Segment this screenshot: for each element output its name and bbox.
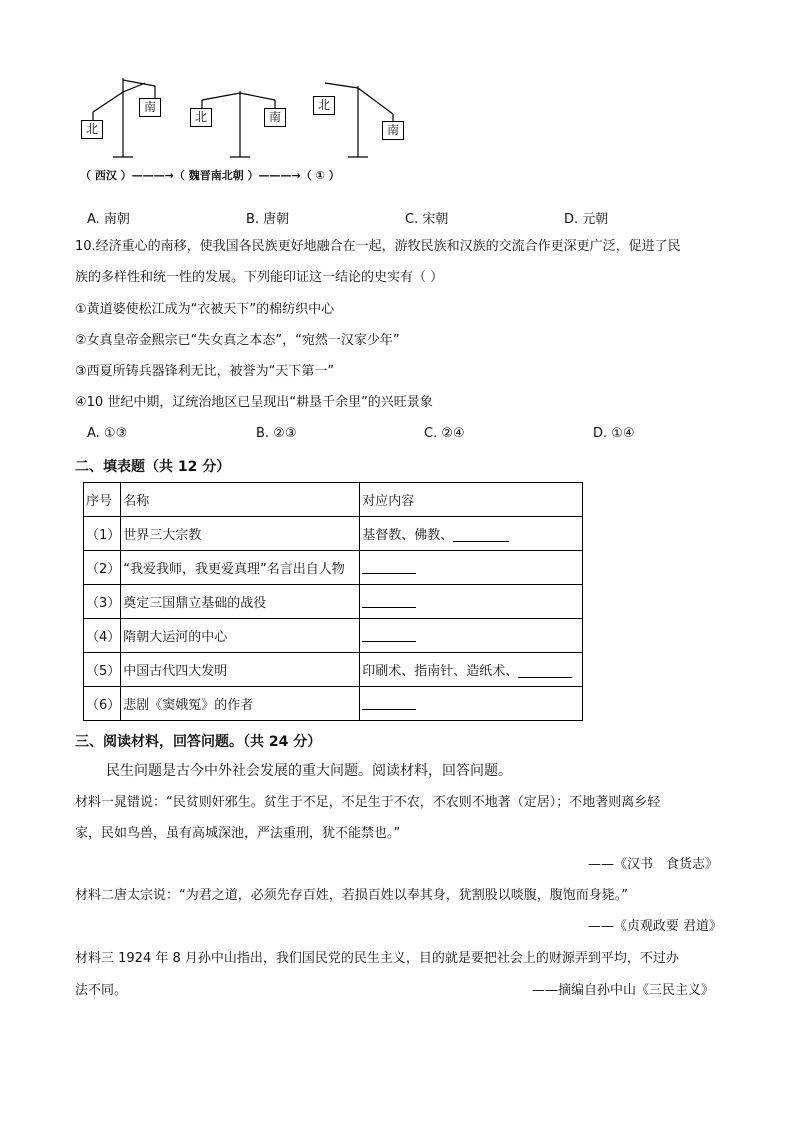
row-name: “我爱我师，我更爱真理”名言出自人物: [121, 551, 360, 585]
row-no: （6）: [84, 687, 121, 721]
row-content: 印刷术、指南针、造纸术、: [360, 653, 583, 687]
q10-option-b: B. ②③: [256, 426, 297, 441]
material3-source: ——摘编自孙中山《三民主义》: [531, 983, 714, 998]
material2-line1: 材料二唐太宗说：“为君之道，必须先存百姓，若损百姓以奉其身，犹割股以啖腹，腹饱而身毙。”: [75, 888, 628, 903]
table-row: [84, 517, 583, 551]
row-content: [360, 619, 583, 653]
section3-heading: 三、阅读材料，回答问题。（共 24 分）: [75, 734, 322, 750]
row-content: [360, 687, 583, 721]
q10-item-1: ①黄道婆使松江成为“衣被天下”的棉纺织中心: [75, 302, 335, 317]
table-row: [84, 653, 583, 687]
q9-option-c: C. 宋朝: [405, 212, 449, 227]
q10-item-4: ④10 世纪中期，辽统治地区已呈现出“耕垦千余里”的兴旺景象: [75, 395, 433, 410]
diagram-caption: （ 西汉 ）———→（ 魏晋南北朝 ）———→（ ① ）: [80, 169, 340, 182]
material1-source: ——《汉书 食货志》: [587, 857, 718, 872]
answer-blank[interactable]: [453, 541, 509, 542]
answer-blank[interactable]: [362, 573, 416, 574]
material2-source: ——《贞观政要 君道》: [587, 919, 722, 934]
row-no: （4）: [84, 619, 121, 653]
header-name: 名称: [121, 483, 360, 517]
header-content: 对应内容: [360, 483, 583, 517]
answer-blank[interactable]: [518, 677, 572, 678]
stage3-south-box: 南: [382, 121, 404, 140]
stage1-south-box: 南: [139, 98, 161, 117]
row-content: [360, 551, 583, 585]
fill-table: [83, 482, 583, 721]
q10-item-3: ③西夏所铸兵器锋利无比，被誉为“天下第一”: [75, 364, 335, 379]
answer-blank[interactable]: [362, 607, 416, 608]
diagram-lines: [75, 78, 415, 162]
q10-option-c: C. ②④: [424, 426, 465, 441]
stage3-north-box: 北: [313, 96, 335, 115]
q10-stem-line2: 族的多样性和统一性的发展。下列能印证这一结论的史实有（ ）: [75, 270, 444, 285]
row-no: （1）: [84, 517, 121, 551]
q10-stem-line1: 10.经济重心的南移，使我国各民族更好地融合在一起，游牧民族和汉族的交流合作更深更广泛，促进了民: [75, 239, 681, 254]
q9-option-d: D. 元朝: [564, 212, 609, 227]
q10-option-a: A. ①③: [87, 426, 128, 441]
row-no: （3）: [84, 585, 121, 619]
stage2-north-box: 北: [190, 108, 212, 127]
table-row: [84, 687, 583, 721]
q9-option-b: B. 唐朝: [246, 212, 290, 227]
answer-blank[interactable]: [362, 709, 416, 710]
answer-blank[interactable]: [362, 641, 416, 642]
stage1-north-box: 北: [81, 120, 103, 139]
row-no: （5）: [84, 653, 121, 687]
row-name: 悲剧《窦娥冤》的作者: [121, 687, 360, 721]
table-row: [84, 619, 583, 653]
q10-option-d: D. ①④: [593, 426, 635, 441]
section3-intro: 民生问题是古今中外社会发展的重大问题。阅读材料，回答问题。: [106, 763, 512, 779]
q9-option-a: A. 南朝: [87, 212, 130, 227]
material1-line1: 材料一晁错说：“民贫则奸邪生。贫生于不足，不足生于不农，不农则不地著（定居）；不地著则离乡轻: [75, 795, 661, 810]
stage2-south-box: 南: [264, 108, 286, 127]
material3-line2: 法不同。: [75, 983, 128, 998]
table-row: [84, 585, 583, 619]
row-name: 中国古代四大发明: [121, 653, 360, 687]
row-no: （2）: [84, 551, 121, 585]
table-header-row: [84, 483, 583, 517]
table-row: [84, 551, 583, 585]
material3-line1: 材料三 1924 年 8 月孙中山指出，我们国民党的民生主义，目的就是要把社会上的财源弄到平均，不过办: [75, 951, 679, 966]
row-name: 世界三大宗教: [121, 517, 360, 551]
row-name: 奠定三国鼎立基础的战役: [121, 585, 360, 619]
q10-item-2: ②女真皇帝金熙宗已“失女真之本态”，“宛然一汉家少年”: [75, 333, 400, 348]
section2-heading: 二、填表题（共 12 分）: [75, 459, 231, 475]
material1-line2: 家，民如鸟兽，虽有高城深池，严法重刑，犹不能禁也。”: [75, 826, 401, 841]
row-content: 基督教、佛教、: [360, 517, 583, 551]
row-name: 隋朝大运河的中心: [121, 619, 360, 653]
header-no: 序号: [84, 483, 121, 517]
row-content: [360, 585, 583, 619]
